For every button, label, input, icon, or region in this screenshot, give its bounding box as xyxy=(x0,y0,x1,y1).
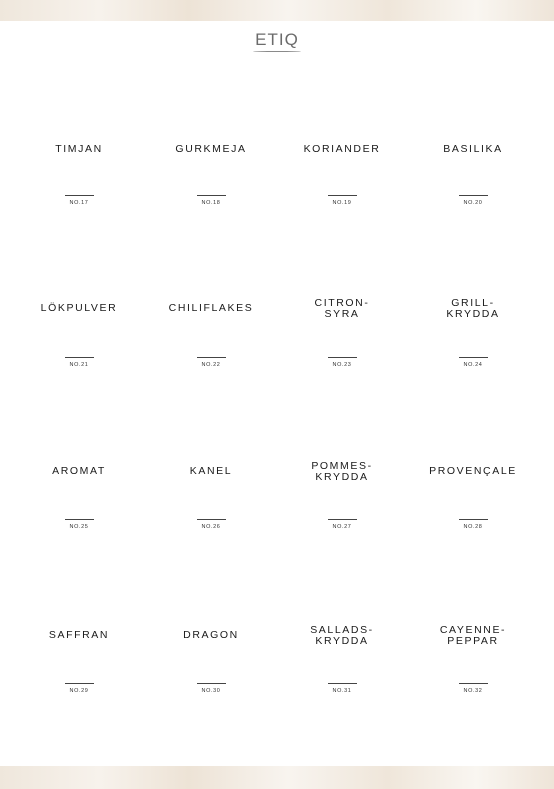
spice-label-number: NO.20 xyxy=(463,200,483,206)
spice-label-number: NO.30 xyxy=(201,688,221,694)
spice-label-rule xyxy=(459,519,488,520)
spice-label-number: NO.28 xyxy=(463,524,483,530)
spice-label-rule xyxy=(197,357,226,358)
spice-label-number: NO.24 xyxy=(463,362,483,368)
spice-label-name: GURKMEJA xyxy=(175,143,247,156)
decorative-bottom-band xyxy=(0,766,554,789)
spice-label-name: CAYENNE- PEPPAR xyxy=(439,623,507,647)
spice-label-rule xyxy=(197,195,226,196)
spice-label-rule xyxy=(197,683,226,684)
spice-label-rule xyxy=(328,683,357,684)
spice-label-number: NO.29 xyxy=(69,688,89,694)
spice-label-name: POMMES- KRYDDA xyxy=(311,459,373,483)
spice-label-number: NO.19 xyxy=(332,200,352,206)
spice-label-rule xyxy=(65,683,94,684)
spice-label-rule xyxy=(65,357,94,358)
spice-label-rule xyxy=(328,195,357,196)
spice-label-number: NO.32 xyxy=(463,688,483,694)
spice-label-number: NO.18 xyxy=(201,200,221,206)
spice-label-name: TIMJAN xyxy=(55,143,103,156)
spice-label-number: NO.27 xyxy=(332,524,352,530)
spice-label-name: SAFFRAN xyxy=(48,629,110,642)
brand-logo-text: ETIQ xyxy=(255,30,299,49)
spice-label-rule xyxy=(459,357,488,358)
spice-label-rule xyxy=(65,195,94,196)
spice-label-number: NO.31 xyxy=(332,688,352,694)
spice-label-number: NO.22 xyxy=(201,362,221,368)
spice-label-rule xyxy=(65,519,94,520)
brand-logo xyxy=(250,31,304,55)
spice-label-name: BASILIKA xyxy=(443,143,503,156)
spice-label-name: DRAGON xyxy=(183,629,239,642)
spice-label-number: NO.25 xyxy=(69,524,89,530)
spice-label-name: SALLADS- KRYDDA xyxy=(310,623,374,647)
spice-label-rule xyxy=(459,683,488,684)
spice-label-name: CHILIFLAKES xyxy=(168,302,254,315)
spice-label-name: CITRON- SYRA xyxy=(314,296,370,320)
decorative-top-band xyxy=(0,0,554,21)
spice-label-rule xyxy=(197,519,226,520)
spice-label-name: AROMAT xyxy=(52,465,106,478)
spice-label-number: NO.23 xyxy=(332,362,352,368)
spice-label-name: KORIANDER xyxy=(303,143,381,156)
spice-label-number: NO.26 xyxy=(201,524,221,530)
spice-label-rule xyxy=(459,195,488,196)
spice-label-name: KANEL xyxy=(189,465,233,478)
spice-label-name: LÖKPULVER xyxy=(40,302,118,315)
spice-label-rule xyxy=(328,357,357,358)
brand-logo-underline xyxy=(253,51,301,52)
spice-label-name: GRILL- KRYDDA xyxy=(446,296,500,320)
spice-label-rule xyxy=(328,519,357,520)
spice-label-number: NO.17 xyxy=(69,200,89,206)
spice-label-name: PROVENÇALE xyxy=(429,465,517,478)
spice-label-number: NO.21 xyxy=(69,362,89,368)
